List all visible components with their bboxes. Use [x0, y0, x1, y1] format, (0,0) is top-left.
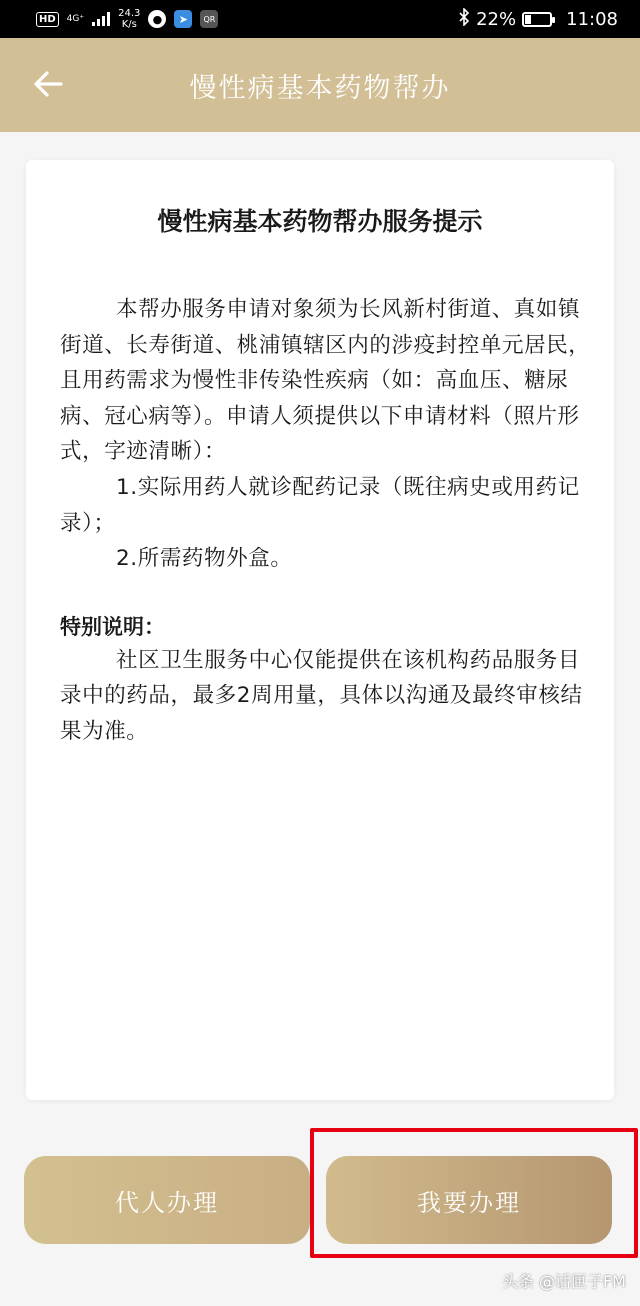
signal-icon — [92, 12, 110, 26]
network-speed-value: 24.3 — [118, 8, 141, 19]
network-speed-unit: K/s — [121, 19, 137, 30]
network-speed — [118, 8, 140, 30]
special-note-label: 特别说明： — [60, 614, 165, 639]
clock: 11:08 — [566, 8, 618, 30]
status-right — [458, 8, 618, 31]
notice-requirement-2: 2.所需药物外盒。 — [116, 546, 293, 572]
notice-requirement-1: 1.实际用药人就诊配药记录（既往病史或用药记录）； — [60, 474, 580, 536]
notice-paragraph: 本帮办服务申请对象须为长风新村街道、真如镇街道、长寿街道、桃浦镇辖区内的涉疫封控单元居民，且用药需求为慢性非传染性疾病（如：高血压、糖尿病、冠心病等）。申请人须提供以下申请材料（照片形式，字迹清晰）： — [60, 297, 591, 465]
notice-title: 慢性病基本药物帮办服务提示 — [157, 207, 483, 236]
notice-card — [26, 160, 614, 1100]
battery-percent: 22% — [476, 8, 517, 30]
message-icon: ● — [148, 10, 166, 28]
app-notification-icon-2: QR — [200, 10, 218, 28]
bluetooth-icon — [458, 8, 470, 31]
status-left — [36, 8, 218, 30]
app-notification-icon: ➤ — [174, 10, 192, 28]
special-note-text: 社区卫生服务中心仅能提供在该机构药品服务目录中的药品，最多2周用量，具体以沟通及最终审核结果为准。 — [60, 647, 583, 744]
network-type: 4G⁺ — [66, 13, 85, 24]
battery-icon — [522, 12, 552, 27]
back-button[interactable] — [28, 60, 68, 108]
status-bar — [0, 0, 640, 38]
page-title: 慢性病基本药物帮办 — [189, 72, 451, 104]
back-arrow-icon — [33, 71, 63, 97]
proxy-apply-button[interactable]: 代人办理 — [24, 1156, 310, 1244]
self-apply-button[interactable]: 我要办理 — [326, 1156, 612, 1244]
watermark: 头条 @话匣子FM — [501, 1272, 626, 1291]
hd-icon: HD — [36, 12, 59, 27]
app-header — [0, 38, 640, 132]
